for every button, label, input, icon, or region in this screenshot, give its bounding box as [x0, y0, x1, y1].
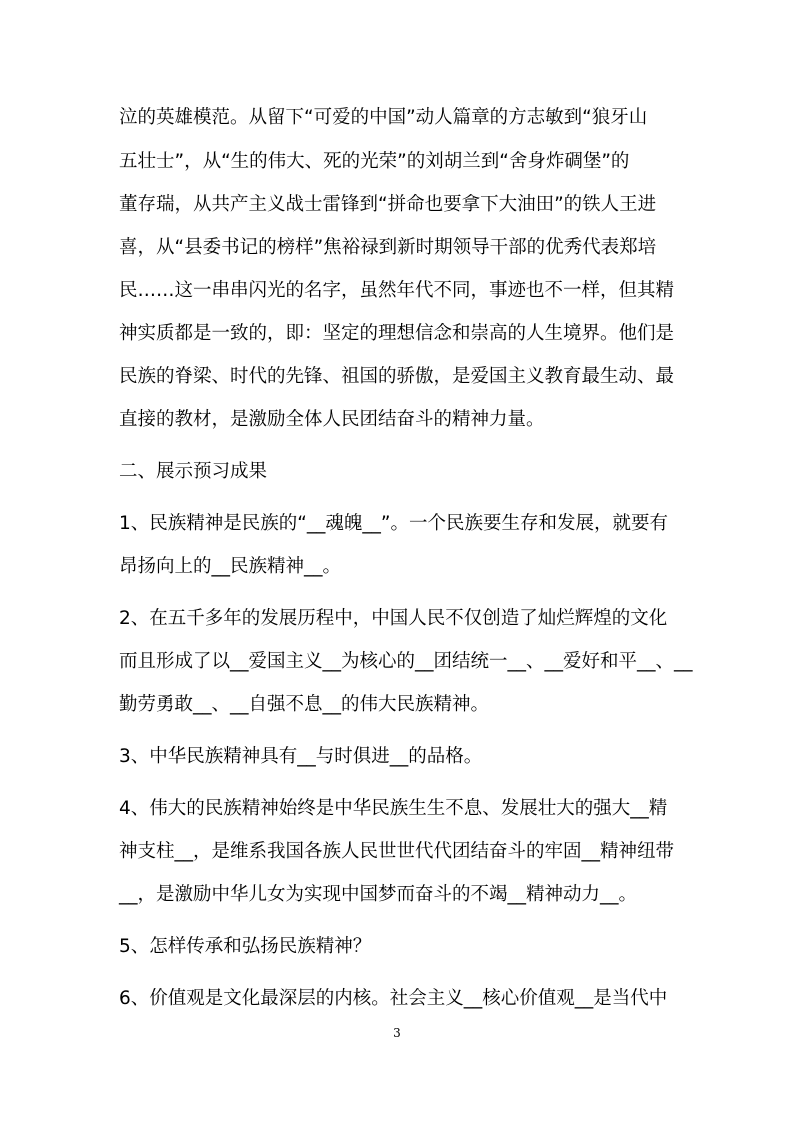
question-3-line: 3、中华民族精神具有__与时俱进__的品格。	[119, 746, 483, 767]
text-line: 民族的脊梁、时代的先锋、祖国的骄傲，是爱国主义教育最生动、最	[119, 366, 675, 387]
question-1-line: 昂扬向上的__民族精神__。	[119, 556, 342, 577]
question-2-line: 2、在五千多年的发展历程中，中国人民不仅创造了灿烂辉煌的文化	[119, 608, 668, 629]
question-5-line: 5、怎样传承和弘扬民族精神？	[119, 936, 372, 957]
text-line: 五壮士”，从“生的伟大、死的光荣”的刘胡兰到“舍身炸碉堡”的	[119, 151, 630, 172]
text-line: 喜，从“县委书记的榜样”焦裕禄到新时期领导干部的优秀代表郑培	[119, 237, 657, 258]
page-number: 3	[393, 1026, 401, 1040]
text-line: 民……这一串串闪光的名字，虽然年代不同，事迹也不一样，但其精	[119, 280, 675, 301]
question-4-line: 4、伟大的民族精神始终是中华民族生生不息、发展壮大的强大__精	[119, 798, 668, 819]
question-2-line: 勤劳勇敢__、__自强不息__的伟大民族精神。	[119, 694, 490, 715]
question-4-line: __，是激励中华儿女为实现中国梦而奋斗的不竭__精神动力__。	[119, 884, 638, 905]
question-4-line: 神支柱__，是维系我国各族人民世世代代团结奋斗的牢固__精神纽带	[119, 841, 675, 862]
question-6-line: 6、价值观是文化最深层的内核。社会主义__核心价值观__是当代中	[119, 988, 668, 1009]
section-heading: 二、展示预习成果	[119, 461, 268, 482]
question-2-line: 而且形成了以__爱国主义__为核心的__团结统一__、__爱好和平__、__	[119, 651, 693, 672]
text-line: 董存瑞，从共产主义战士雷锋到“拼命也要拿下大油田”的铁人王进	[119, 194, 657, 215]
text-line: 泣的英雄模范。从留下“可爱的中国”动人篇章的方志敏到“狼牙山	[119, 107, 648, 128]
text-line: 神实质都是一致的，即：坚定的理想信念和崇高的人生境界。他们是	[119, 323, 675, 344]
question-1-line: 1、民族精神是民族的“__魂魄__”。一个民族要生存和发展，就要有	[119, 513, 668, 534]
text-line: 直接的教材，是激励全体人民团结奋斗的精神力量。	[119, 409, 545, 430]
